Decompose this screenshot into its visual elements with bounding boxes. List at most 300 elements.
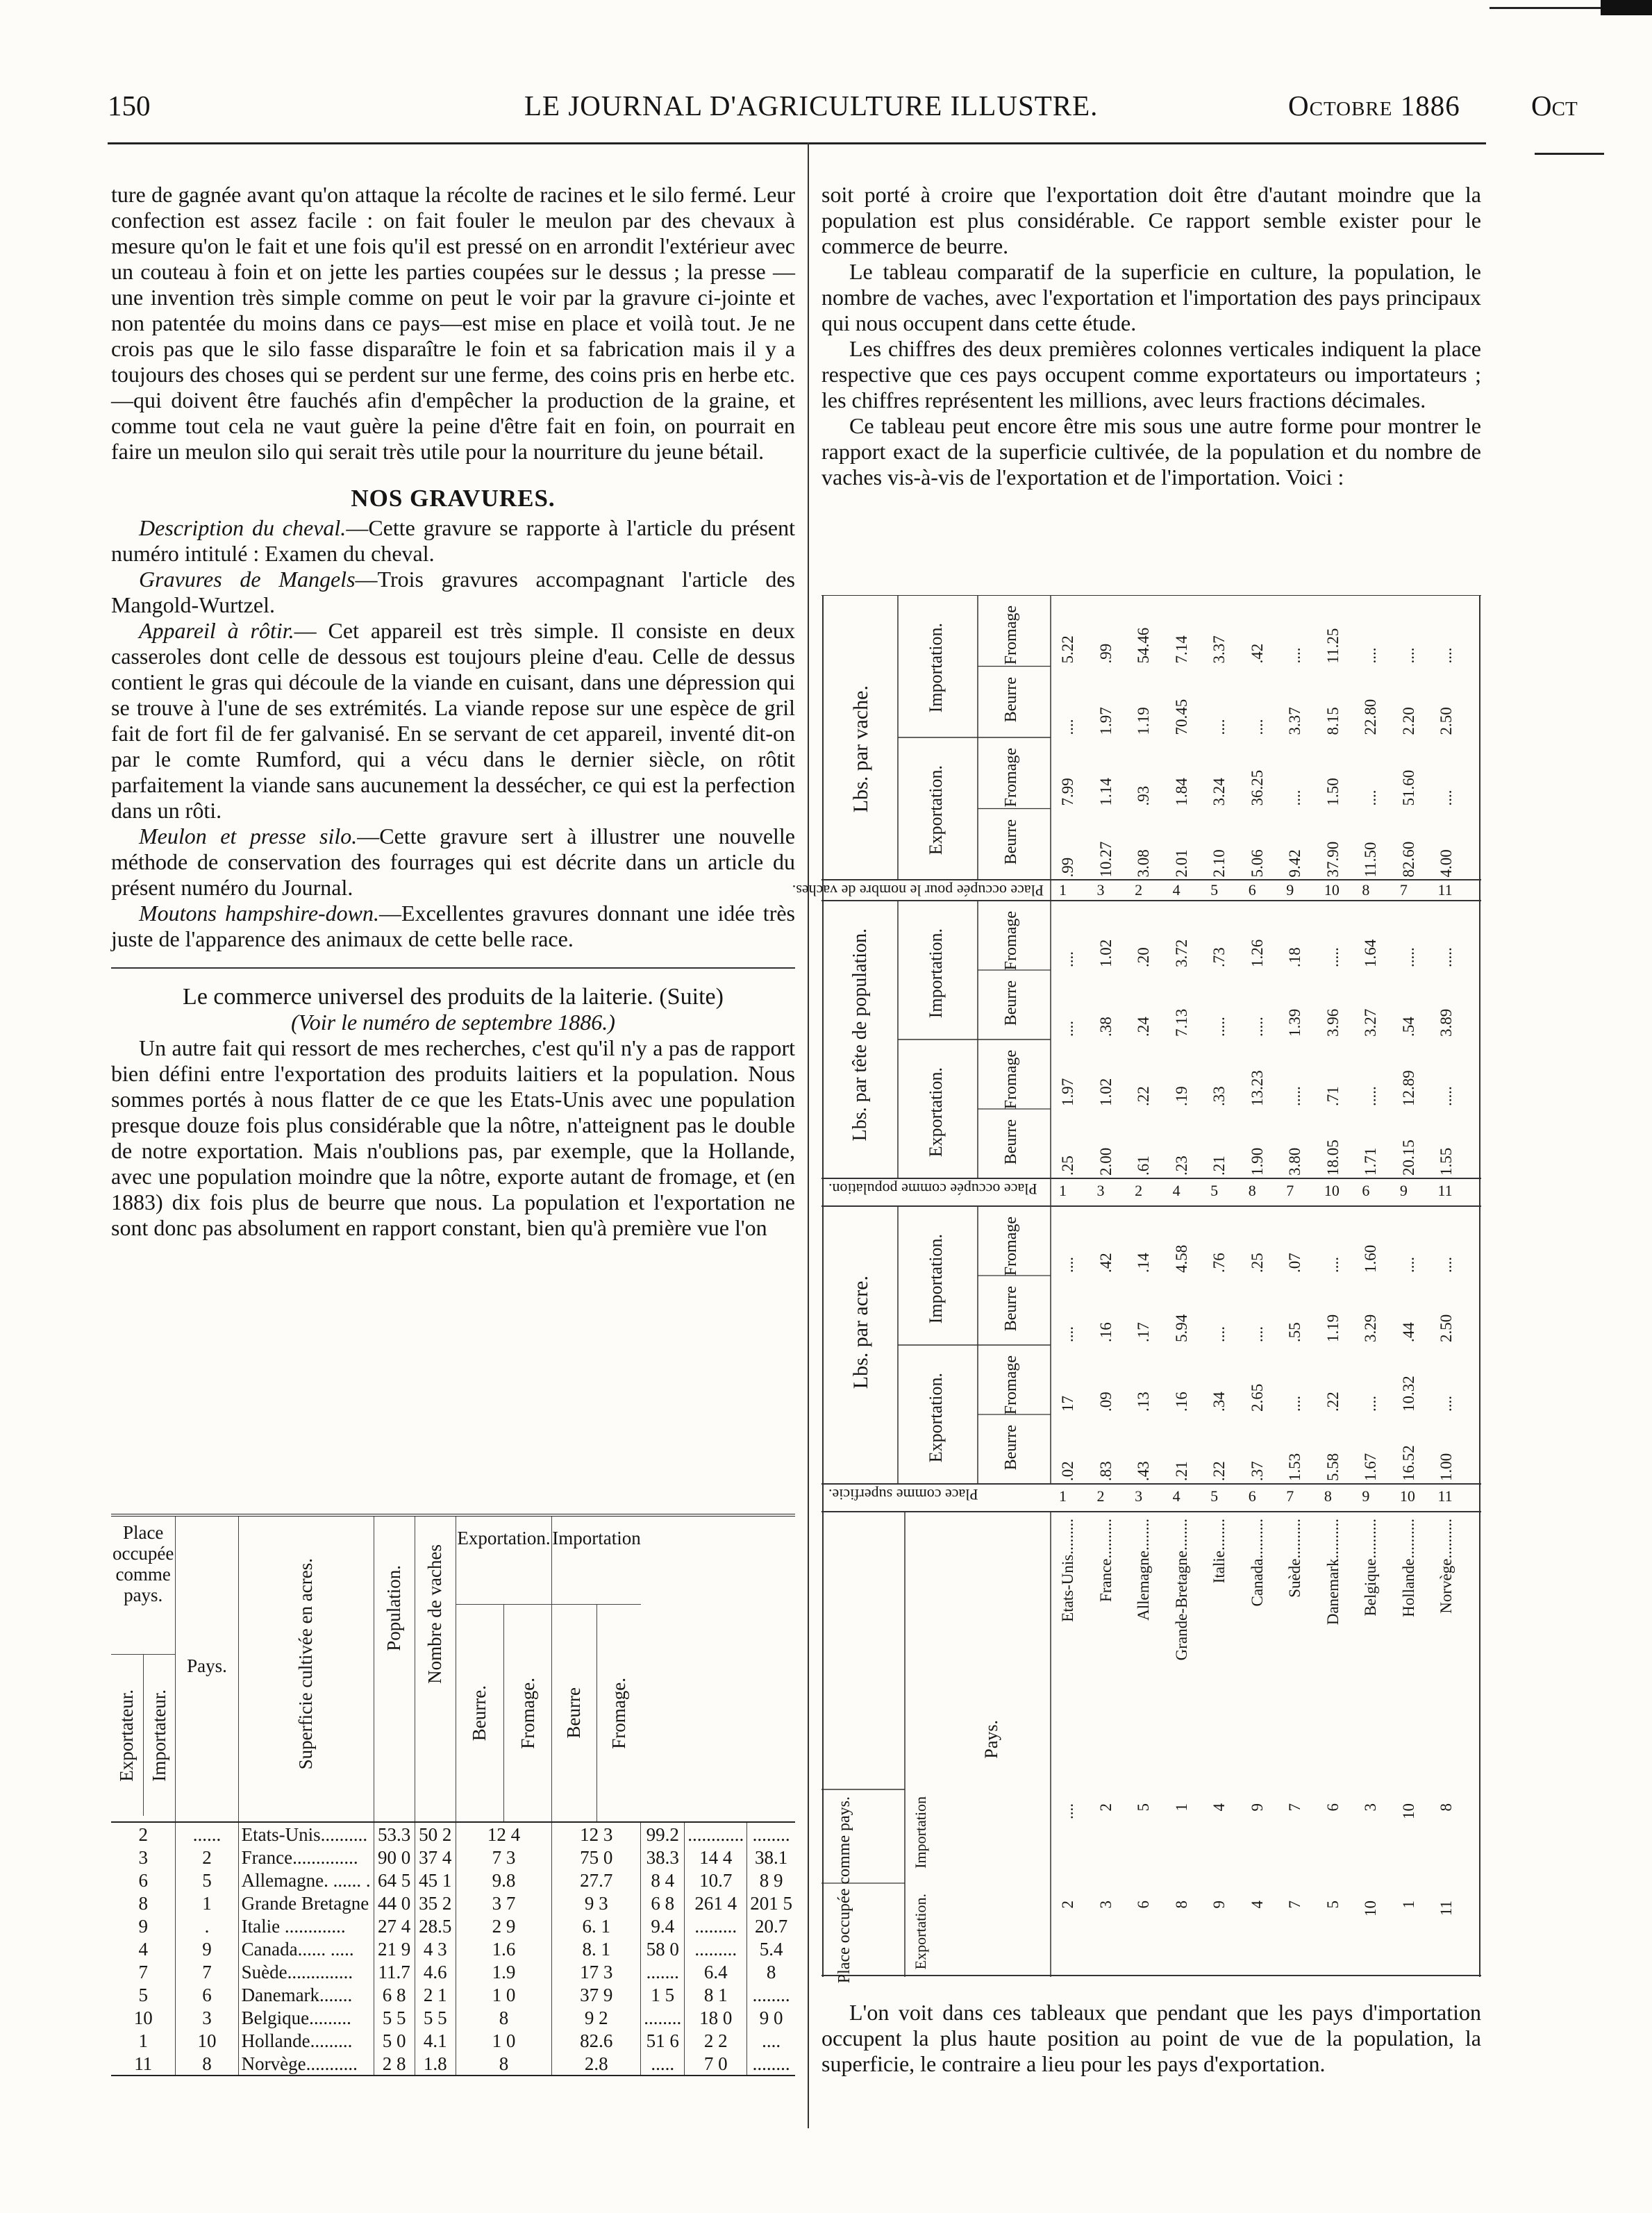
table-cell-ib: 261 4 <box>685 1892 747 1914</box>
group-label: Lbs. par acre. <box>849 1276 872 1389</box>
table-cell-ef: 38.3 <box>641 1846 685 1869</box>
table-cell-exp: 11 <box>111 2052 176 2076</box>
table-cell-imp: ...... <box>176 1822 238 1846</box>
table-cell-eb: 6. 1 <box>552 1914 641 1937</box>
data-value: 4.00 <box>1437 849 1455 877</box>
col-label: Fromage <box>1002 1355 1020 1415</box>
place-value: 8 <box>1437 1803 1455 1812</box>
col-label: Beurre <box>1002 980 1020 1026</box>
data-value: .99 <box>1059 857 1076 877</box>
place-value: 3 <box>1096 1182 1105 1199</box>
place-value: 10 <box>1324 881 1340 899</box>
table-cell-ef: ..... <box>641 2052 685 2076</box>
data-value: 5.94 <box>1172 1314 1190 1342</box>
column-divider <box>808 142 809 2128</box>
data-value: .02 <box>1059 1461 1076 1481</box>
data-value: .44 <box>1399 1322 1417 1342</box>
data-value: .... <box>1210 719 1228 735</box>
data-value: .... <box>1059 1257 1076 1273</box>
table-cell-sup: 5 0 <box>374 2029 415 2052</box>
table-cell-ef: 9.4 <box>641 1914 685 1937</box>
table-cell-eb: 82.6 <box>552 2029 641 2052</box>
country-name: Allemagne........ <box>1135 1519 1153 1621</box>
data-value: 7.13 <box>1172 1008 1190 1037</box>
place-value: 5 <box>1135 1803 1153 1812</box>
data-value: 2.01 <box>1172 849 1190 877</box>
place-value: 10 <box>1362 1901 1380 1916</box>
table-row <box>111 1937 795 1960</box>
table-row <box>111 2006 795 2029</box>
place-value: 8 <box>1362 881 1370 899</box>
place-value: 7 <box>1286 1487 1294 1505</box>
data-value: 1.53 <box>1286 1453 1304 1481</box>
statistics-table <box>111 1514 795 2076</box>
data-value: .... <box>1324 1257 1342 1273</box>
data-value: 3.89 <box>1437 1008 1455 1037</box>
table-cell-ef: 58 0 <box>641 1937 685 1960</box>
table-cell-vaches: 7 3 <box>456 1846 552 1869</box>
table-cell-ib: 18 0 <box>685 2006 747 2029</box>
data-value: 1.02 <box>1096 1078 1115 1106</box>
table-cell-pop: 45 1 <box>415 1869 456 1892</box>
superficie-header: Superficie cultivée en acres. <box>238 1515 374 1822</box>
table-cell-vaches: 12 4 <box>456 1822 552 1846</box>
table-cell-vaches: 8 <box>456 2006 552 2029</box>
place-value: 10 <box>1399 1803 1417 1819</box>
place-value: 11 <box>1437 1182 1453 1199</box>
next-page-marker: Oct <box>1531 90 1578 122</box>
table-cell-eb: 8. 1 <box>552 1937 641 1960</box>
data-value: .... <box>1248 1326 1266 1342</box>
sub-label: Exportation. <box>926 765 946 855</box>
place-value: 9 <box>1286 881 1294 899</box>
data-value: 11.25 <box>1324 628 1342 664</box>
place-value: 8 <box>1248 1182 1256 1199</box>
country-name: Hollande.......... <box>1399 1519 1417 1617</box>
table-cell-if: .... <box>762 2030 781 2051</box>
table-row <box>111 1983 795 2006</box>
place-label: Place occupée pour le nombre de vaches. <box>792 882 1044 899</box>
place-value: 11 <box>1437 1901 1455 1916</box>
table-cell-pays: Suède.............. <box>238 1960 374 1983</box>
table-cell-imp: 1 <box>176 1892 238 1914</box>
data-value: 12.89 <box>1399 1070 1417 1106</box>
place-value: 6 <box>1248 881 1256 899</box>
table-cell-eb: 9 3 <box>552 1892 641 1914</box>
commerce-title: Le commerce universel des produits de la laiterie. (Suite) <box>183 984 724 1010</box>
data-value: .18 <box>1286 947 1304 967</box>
table-cell-ib: ......... <box>685 1914 747 1937</box>
data-value: 1.64 <box>1362 939 1380 967</box>
place-value: 3 <box>1135 1487 1143 1505</box>
table-cell-pop: 4.6 <box>415 1960 456 1983</box>
table-cell-pays: France.............. <box>238 1846 374 1869</box>
table-cell-imp: 2 <box>176 1846 238 1869</box>
right-paragraph: Ce tableau peut encore être mis sous une autre forme pour montrer le rapport exact de la superficie cultivée, de la population et du nombre de vaches vis-à-vis de l'exportation et de l'importation. Voici : <box>821 413 1481 490</box>
table-cell-if: ........ <box>747 2052 795 2076</box>
data-value: ..... <box>1437 947 1455 967</box>
data-value: 1.19 <box>1135 706 1153 735</box>
data-value: .... <box>1286 1396 1304 1412</box>
data-value: .... <box>1437 1257 1455 1273</box>
data-value: 2.50 <box>1437 706 1455 735</box>
place-value: 10 <box>1324 1182 1340 1199</box>
place-value: 5 <box>1210 881 1219 899</box>
data-value: 1.71 <box>1362 1147 1380 1176</box>
place-value: 8 <box>1324 1487 1332 1505</box>
table-cell-vaches: 8 <box>456 2052 552 2076</box>
place-value: 6 <box>1324 1803 1342 1812</box>
col-label: Beurre <box>1002 1425 1020 1471</box>
table-cell-ef: 6 8 <box>641 1892 685 1914</box>
data-value: 2.50 <box>1437 1314 1455 1342</box>
col-label: Fromage <box>1002 911 1020 971</box>
data-value: .20 <box>1135 947 1153 967</box>
table-cell-eb: 75 0 <box>552 1846 641 1869</box>
data-value: .25 <box>1059 1155 1076 1176</box>
table-cell-pays: Italie ............. <box>238 1914 374 1937</box>
table-cell-exp: 1 <box>111 2029 176 2052</box>
col-label: Fromage <box>1002 1050 1020 1110</box>
table-cell-ef: ........ <box>641 2006 685 2029</box>
conclusion-paragraph: L'on voit dans ces tableaux que pendant que les pays d'importation occupent la plus haute position au point de vue de la population, la superficie, le contraire a lieu pour les pays d'exportation. <box>821 2000 1481 2076</box>
place-value: 5 <box>1210 1487 1219 1505</box>
data-value: .73 <box>1210 947 1228 967</box>
data-value: ..... <box>1324 947 1342 967</box>
data-value: 2.65 <box>1248 1383 1266 1412</box>
place-value: 4 <box>1172 881 1180 899</box>
table-cell-imp: 5 <box>176 1869 238 1892</box>
col-label: Beurre <box>1002 819 1020 865</box>
table-cell-imp: 7 <box>176 1960 238 1983</box>
data-value: ..... <box>1210 1017 1228 1037</box>
place-value: 10 <box>1399 1487 1415 1505</box>
table-row <box>111 1846 795 1869</box>
table-cell-imp: 10 <box>176 2029 238 2052</box>
journal-title: LE JOURNAL D'AGRICULTURE ILLUSTRE. <box>524 90 1099 122</box>
data-value: 10.27 <box>1096 841 1115 877</box>
data-value: 7.99 <box>1059 778 1076 806</box>
sub-label: Importation. <box>926 1234 946 1324</box>
table-cell-pop: 5 5 <box>415 2006 456 2029</box>
table-cell-sup: 2 8 <box>374 2052 415 2076</box>
table-cell-exp: 5 <box>111 1983 176 2006</box>
data-value: .19 <box>1172 1086 1190 1106</box>
data-value: ..... <box>1437 1086 1455 1106</box>
data-value: .42 <box>1248 643 1266 664</box>
place-value: 4 <box>1210 1803 1228 1812</box>
right-paragraph: Les chiffres des deux premières colonnes verticales indiquent la place respective que ces pays occupent comme exportateurs ou importateurs ; les chiffres représentent les millions, avec leurs fractions décimales. <box>821 336 1481 412</box>
col-label: Fromage <box>1002 1217 1020 1276</box>
commerce-paragraph: Un autre fait qui ressort de mes recherches, c'est qu'il n'y a pas de rapport bien défini entre l'exportation des produits laitiers et la population. Nous sommes portés à nous flatter de ce que les Etats-Unis avec une population presque douze fois plus considérable que la nôtre, n'atteignent pas le double de notre exportation. Mais n'oublions pas, par exemple, que la Hollande, avec une population moindre que la nôtre, exporte autant de fromage, et (en 1883) dix fois plus de beurre que nous. La population et l'exportation ne sont donc pas absolument en rapport constant, bien qu'à première vue l'on <box>111 1035 795 1240</box>
data-value: 3.72 <box>1172 939 1190 967</box>
table-cell-pays: Canada...... ..... <box>238 1937 374 1960</box>
place-value: 7 <box>1286 1182 1294 1199</box>
data-value: 2.00 <box>1096 1147 1115 1176</box>
table-cell-pop: 4 3 <box>415 1937 456 1960</box>
table-cell-pays: Norvège........... <box>238 2052 374 2076</box>
table-cell-pays: Belgique......... <box>238 2006 374 2029</box>
group-label: Place occupée comme pays. <box>835 1796 853 1984</box>
table-cell-exp: 10 <box>111 2006 176 2029</box>
country-name: Italie........ <box>1210 1519 1228 1584</box>
data-value: .09 <box>1096 1392 1115 1412</box>
table-cell-eb: 9 2 <box>552 2006 641 2029</box>
place-value: 4 <box>1172 1182 1180 1199</box>
data-value: 3.29 <box>1362 1314 1380 1342</box>
table-cell-pays: Allemagne. ...... . <box>238 1869 374 1892</box>
table-cell-pays: Hollande......... <box>238 2029 374 2052</box>
group-label: Lbs. par vache. <box>849 685 872 813</box>
place-value: 3 <box>1362 1803 1380 1812</box>
data-value: .... <box>1286 647 1304 664</box>
table-cell-if: 8 9 <box>759 1870 783 1891</box>
sub-label: Exportation. <box>926 1373 946 1463</box>
data-value: .37 <box>1248 1461 1266 1481</box>
sub-label: Importation <box>912 1796 929 1869</box>
place-value: 1 <box>1059 1487 1067 1505</box>
issue-date: Octobre 1886 <box>1288 90 1460 122</box>
data-value: .61 <box>1135 1155 1153 1176</box>
table-cell-imp: 8 <box>176 2052 238 2076</box>
data-value: 3.08 <box>1135 849 1153 877</box>
data-value: 3.96 <box>1324 1008 1342 1037</box>
vaches-header: Nombre de vaches <box>415 1515 456 1822</box>
table-cell-pop: 50 2 <box>415 1822 456 1846</box>
table-cell-pays: Danemark....... <box>238 1983 374 2006</box>
place-value: 7 <box>1286 1901 1304 1909</box>
data-value: 1.97 <box>1059 1078 1076 1106</box>
table-cell-vaches: 2 9 <box>456 1914 552 1937</box>
data-value: .42 <box>1096 1253 1115 1273</box>
table-cell-sup: 90 0 <box>374 1846 415 1869</box>
section-separator <box>111 967 795 969</box>
table-cell-ef: 1 5 <box>641 1983 685 2006</box>
place-value: 7 <box>1286 1803 1304 1812</box>
data-value: ..... <box>1286 1086 1304 1106</box>
col-label: Beurre <box>1002 1119 1020 1165</box>
data-value: .... <box>1362 790 1380 806</box>
table-cell-exp: 4 <box>111 1937 176 1960</box>
data-value: .... <box>1362 1396 1380 1412</box>
place-value: 7 <box>1399 881 1408 899</box>
place-value: 11 <box>1437 881 1453 899</box>
data-value: 82.60 <box>1399 841 1417 877</box>
data-value: 51.60 <box>1399 769 1417 806</box>
intro-paragraph: ture de gagnée avant qu'on attaque la récolte de racines et le silo fermé. Leur confection est assez facile : on fait fouler le meulon par des chevaux à mesure qu'on le fait et une fois qu'il est pressé on en arrondit l'extérieur avec un couteau à foin et on jette les parties coupées sur le dessus ; la presse —une invention très simple comme on peut le voir par la gravure ci-jointe et non patentée du moins dans ce pays—est mise en place et voilà tout. Je ne crois pas que le silo fasse disparaître le foin et sa fabrication mais il y a toujours des choses qui se perdent sur une ferme, des coins pris en herbe etc.—qui doivent être fauchés afin d'empêcher la production de la graine, et comme tout cela ne vaut guère la peine d'être fait en foin, on pourrait en faire un meulon silo qui serait très utile pour la nourriture du jeune bétail. <box>111 182 795 464</box>
table-cell-pop: 37 4 <box>415 1846 456 1869</box>
table-cell-exp: 3 <box>111 1846 176 1869</box>
table-cell-if: 9 0 <box>759 2007 783 2028</box>
data-value: .... <box>1059 951 1076 967</box>
data-value: 1.39 <box>1286 1008 1304 1037</box>
table-cell-if: ........ <box>752 1824 790 1845</box>
data-value: .76 <box>1210 1253 1228 1273</box>
left-column <box>111 182 795 1241</box>
data-value: 5.22 <box>1059 635 1076 664</box>
right-column <box>821 182 1481 490</box>
country-name: France.......... <box>1096 1519 1115 1603</box>
data-value: .22 <box>1135 1086 1153 1106</box>
table-cell-sup: 6 8 <box>374 1983 415 2006</box>
place-value: 9 <box>1362 1487 1370 1505</box>
gravure-item: Meulon et presse silo.—Cette gravure sert à illustrer une nouvelle méthode de conservation des fourrages qui est décrite dans un article du présent numéro du Journal. <box>111 824 796 900</box>
place-value: .... <box>1059 1803 1076 1819</box>
data-value: .... <box>1248 719 1266 735</box>
table-cell-sup: 11.7 <box>374 1960 415 1983</box>
data-value: .14 <box>1135 1253 1153 1273</box>
data-value: .93 <box>1135 785 1153 806</box>
col-label: Beurre <box>1002 1286 1020 1332</box>
data-value: .25 <box>1248 1253 1266 1273</box>
place-value: 1 <box>1172 1803 1190 1812</box>
table-cell-ef: ....... <box>641 1960 685 1983</box>
table-cell-exp: 9 <box>111 1914 176 1937</box>
table-row <box>111 1822 795 1846</box>
col-label: Beurre <box>1002 676 1020 722</box>
table-cell-sup: 21 9 <box>374 1937 415 1960</box>
country-name: Etats-Unis......... <box>1059 1519 1076 1622</box>
table-row <box>111 1869 795 1892</box>
data-value: 1.02 <box>1096 939 1115 967</box>
data-value: .21 <box>1172 1461 1190 1481</box>
page-number: 150 <box>108 90 151 122</box>
data-value: 2.20 <box>1399 706 1417 735</box>
data-value: .55 <box>1286 1322 1304 1342</box>
data-value: 17 <box>1059 1396 1076 1412</box>
page-header <box>108 89 1621 137</box>
place-value: 1 <box>1059 1182 1067 1199</box>
data-value: 1.97 <box>1096 706 1115 735</box>
data-value: 16.52 <box>1399 1445 1417 1481</box>
sub-label: Importation. <box>926 623 946 713</box>
data-value: ..... <box>1362 1086 1380 1106</box>
place-header: Place occupée comme pays. Exportateur. Importateur. <box>111 1515 176 1822</box>
data-value: 5.58 <box>1324 1453 1342 1481</box>
data-value: 18.05 <box>1324 1139 1342 1176</box>
place-value: 8 <box>1172 1901 1190 1909</box>
data-value: 5.06 <box>1248 849 1266 877</box>
table-cell-vaches: 1 0 <box>456 1983 552 2006</box>
top-printing-strip <box>1490 0 1652 7</box>
table-cell-imp: 6 <box>176 1983 238 2006</box>
table-row <box>111 1960 795 1983</box>
data-value: .83 <box>1096 1461 1115 1481</box>
importation-header: Importation Beurre Fromage. <box>552 1515 641 1822</box>
data-value: 22.80 <box>1362 699 1380 735</box>
commerce-subtitle: (Voir le numéro de septembre 1886.) <box>291 1010 615 1035</box>
data-value: .... <box>1362 647 1380 664</box>
place-value: 2 <box>1135 881 1143 899</box>
table-cell-ib: ......... <box>685 1937 747 1960</box>
sub-label: Importation. <box>926 928 946 1019</box>
table-cell-if: 201 5 <box>750 1893 792 1914</box>
place-value: 5 <box>1324 1901 1342 1909</box>
gravure-item: Description du cheval.—Cette gravure se rapporte à l'article du présent numéro intitulé : Examen du cheval. <box>111 515 796 566</box>
data-value: 4.58 <box>1172 1244 1190 1273</box>
place-value: 9 <box>1248 1803 1266 1812</box>
data-value: 1.84 <box>1172 778 1190 806</box>
table-cell-pop: 1.8 <box>415 2052 456 2076</box>
data-value: 9.42 <box>1286 849 1304 877</box>
data-value: .... <box>1286 790 1304 806</box>
data-value: 1.90 <box>1248 1147 1266 1176</box>
data-value: ..... <box>1399 947 1417 967</box>
table-cell-pop: 2 1 <box>415 1983 456 2006</box>
table-cell-exp: 6 <box>111 1869 176 1892</box>
country-name: Danemark.......... <box>1324 1519 1342 1626</box>
data-value: .24 <box>1135 1017 1153 1037</box>
data-value: .... <box>1437 647 1455 664</box>
data-value: 11.50 <box>1362 842 1380 877</box>
data-value: .... <box>1437 1396 1455 1412</box>
exportation-header: Exportation. Beurre. Fromage. <box>456 1515 552 1822</box>
table-cell-ib: 10.7 <box>685 1869 747 1892</box>
data-value: .... <box>1059 1326 1076 1342</box>
table-cell-eb: 37 9 <box>552 1983 641 2006</box>
sub-label: Exportation. <box>912 1894 929 1970</box>
data-value: 3.80 <box>1286 1147 1304 1176</box>
place-value: 3 <box>1096 1901 1115 1909</box>
table-cell-ib: 8 1 <box>685 1983 747 2006</box>
data-value: .23 <box>1172 1155 1190 1176</box>
data-value: .22 <box>1324 1392 1342 1412</box>
place-value: 2 <box>1096 1487 1105 1505</box>
table-cell-exp: 8 <box>111 1892 176 1914</box>
table-cell-ib: ............ <box>685 1822 747 1846</box>
data-value: .... <box>1437 790 1455 806</box>
data-value: .07 <box>1286 1253 1304 1273</box>
place-value: 9 <box>1210 1901 1228 1909</box>
data-value: .... <box>1399 647 1417 664</box>
data-value: 7.14 <box>1172 635 1190 664</box>
table-cell-eb: 12 3 <box>552 1822 641 1846</box>
place-value: 5 <box>1210 1182 1219 1199</box>
place-value: 3 <box>1096 881 1105 899</box>
data-value: 13.23 <box>1248 1070 1266 1106</box>
data-value: .... <box>1059 719 1076 735</box>
data-value: .21 <box>1210 1155 1228 1176</box>
margin-rule <box>1535 153 1604 155</box>
place-value: 11 <box>1437 1487 1453 1505</box>
table-cell-sup: 44 0 <box>374 1892 415 1914</box>
data-value: 1.26 <box>1248 939 1266 967</box>
data-value: .22 <box>1210 1461 1228 1481</box>
data-value: .13 <box>1135 1392 1153 1412</box>
data-value: .71 <box>1324 1086 1342 1106</box>
data-value: .34 <box>1210 1392 1228 1412</box>
place-value: 6 <box>1362 1182 1370 1199</box>
data-value: 1.55 <box>1437 1147 1455 1176</box>
data-value: 2.10 <box>1210 849 1228 877</box>
data-value: .16 <box>1096 1322 1115 1342</box>
table-row <box>111 1892 795 1914</box>
place-value: 1 <box>1399 1901 1417 1909</box>
table-cell-vaches: 1.6 <box>456 1937 552 1960</box>
pays-header: Pays. <box>176 1515 238 1822</box>
table-cell-imp: . <box>176 1914 238 1937</box>
table-cell-ef: 99.2 <box>641 1822 685 1846</box>
header-rule <box>108 142 1486 144</box>
place-value: 4 <box>1172 1487 1180 1505</box>
place-value: 6 <box>1135 1901 1153 1909</box>
data-value: .... <box>1059 1021 1076 1037</box>
table-cell-ef: 51 6 <box>641 2029 685 2052</box>
data-value: 54.46 <box>1135 627 1153 664</box>
right-paragraph: soit porté à croire que l'exportation doit être d'autant moindre que la population est plus considérable. Ce rapport semble exister pour le commerce de beurre. <box>821 182 1481 258</box>
col-label: Fromage <box>1002 606 1020 665</box>
pays-label: Pays. <box>981 1720 1001 1759</box>
